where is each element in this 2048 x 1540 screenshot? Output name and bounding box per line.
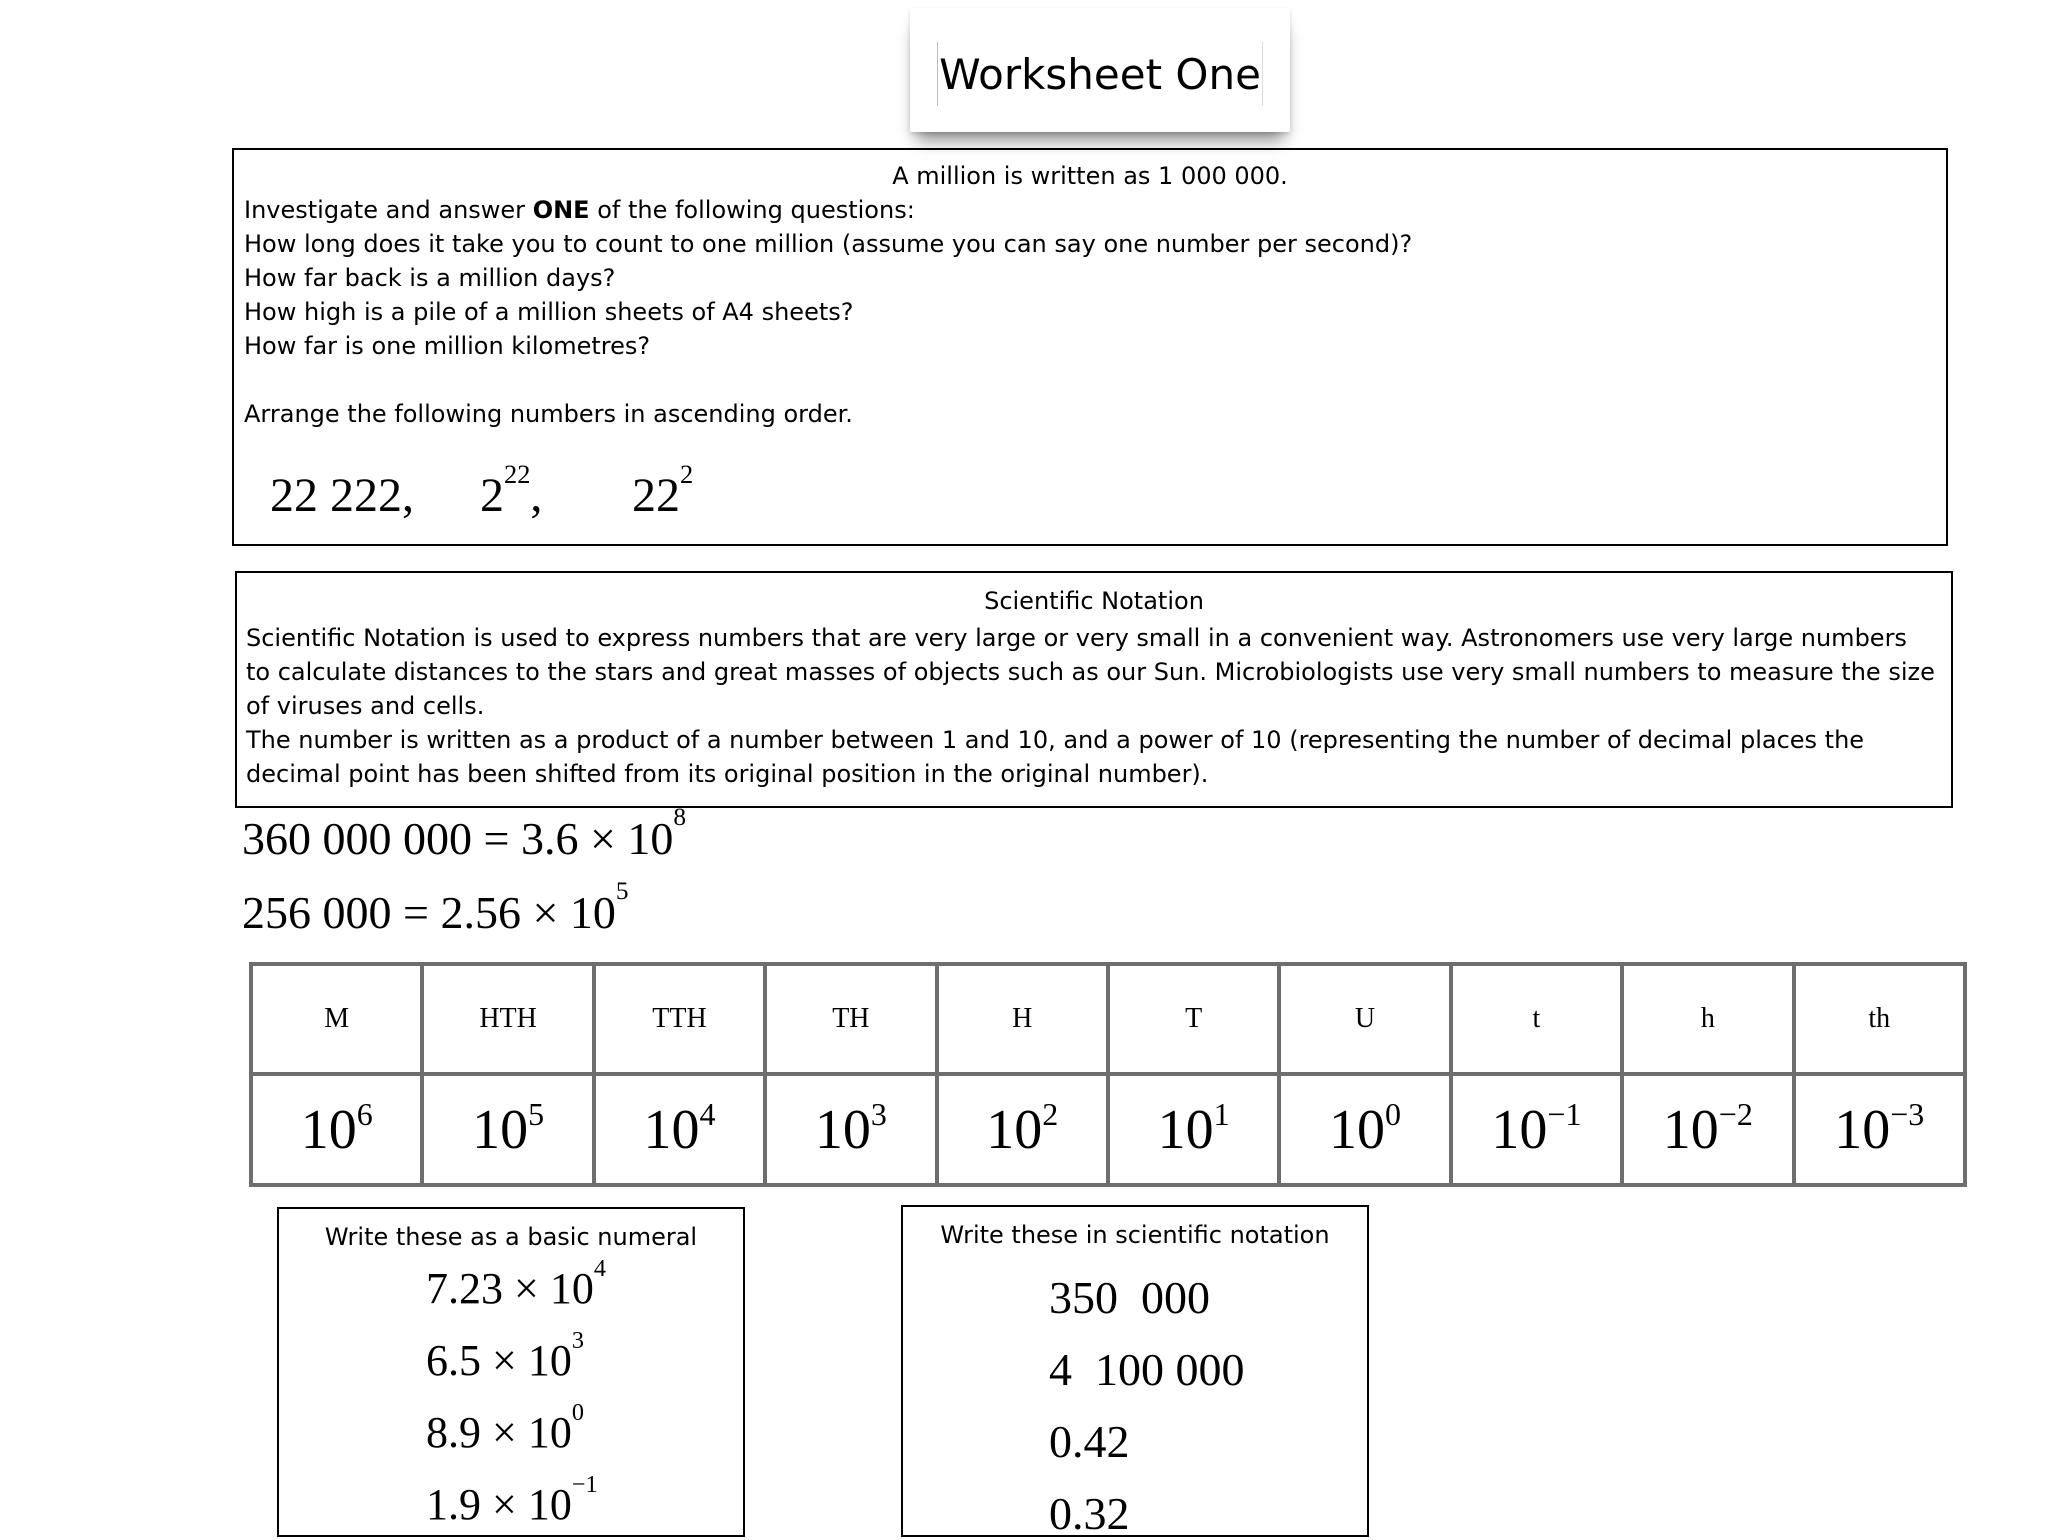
basic-numeral-heading: Write these as a basic numeral — [324, 1223, 698, 1251]
instruction-text: Investigate and answer — [244, 196, 533, 224]
header-cell: TTH — [594, 964, 765, 1074]
base: 10 — [1491, 1098, 1548, 1161]
power-cell — [422, 1074, 593, 1185]
header-cell: h — [1622, 964, 1793, 1074]
power-cell — [765, 1074, 936, 1185]
base: 10 — [1157, 1098, 1214, 1161]
power-cell — [1622, 1074, 1793, 1185]
header-cell: M — [251, 964, 422, 1074]
base: 10 — [300, 1098, 357, 1161]
expression: 8.9 × 10 — [426, 1408, 572, 1457]
million-heading: A million is written as 1 000 000. — [892, 162, 1288, 190]
exercise-item — [426, 1254, 606, 1314]
exercise-item — [426, 1398, 584, 1458]
comma: , — [530, 469, 543, 522]
title-card — [910, 8, 1290, 132]
million-instruction — [244, 196, 915, 224]
example-2 — [242, 877, 629, 939]
exercise-item: 0.32 — [1049, 1488, 1130, 1539]
expression: 6.5 × 10 — [426, 1336, 572, 1385]
number-2-pow-22 — [480, 458, 543, 523]
scientific-heading: Scientific Notation — [984, 587, 1204, 615]
exponent: −2 — [1718, 1095, 1753, 1132]
base: 10 — [643, 1098, 700, 1161]
header-cell: U — [1279, 964, 1450, 1074]
expression: 256 000 = 2.56 × 10 — [242, 887, 616, 938]
exponent: 0 — [1385, 1095, 1402, 1132]
exponent: 4 — [699, 1095, 716, 1132]
power-cell — [251, 1074, 422, 1185]
header-cell: th — [1794, 964, 1965, 1074]
exponent: 4 — [593, 1254, 606, 1282]
place-value-header-row — [251, 964, 1965, 1074]
exercise-item — [426, 1470, 598, 1530]
power-cell — [1279, 1074, 1450, 1185]
question-1: How long does it take you to count to one million (assume you can say one number per second)? — [244, 230, 1413, 258]
exponent: 3 — [870, 1095, 887, 1132]
basic-numeral-exercise — [277, 1207, 745, 1537]
power-cell — [937, 1074, 1108, 1185]
scientific-notation-exercise — [901, 1205, 1369, 1537]
power-cell — [594, 1074, 765, 1185]
base: 10 — [814, 1098, 871, 1161]
power-cell — [1451, 1074, 1622, 1185]
base: 10 — [1834, 1098, 1891, 1161]
exercise-item — [426, 1326, 584, 1386]
arrange-instruction: Arrange the following numbers in ascending order. — [244, 400, 853, 428]
million-section — [232, 148, 1948, 546]
header-cell: t — [1451, 964, 1622, 1074]
expression: 360 000 000 = 3.6 × 10 — [242, 813, 674, 864]
exponent: 5 — [528, 1095, 545, 1132]
scientific-exercise-heading: Write these in scientific notation — [940, 1221, 1330, 1249]
power-cell — [1108, 1074, 1279, 1185]
question-2: How far back is a million days? — [244, 264, 616, 292]
number-22222: 22 222, — [270, 469, 414, 522]
place-value-table — [249, 962, 1967, 1187]
exponent: 6 — [356, 1095, 373, 1132]
expression: 7.23 × 10 — [426, 1264, 594, 1313]
header-cell: HTH — [422, 964, 593, 1074]
question-3: How high is a pile of a million sheets of A4 sheets? — [244, 298, 854, 326]
header-cell: T — [1108, 964, 1279, 1074]
base: 10 — [1329, 1098, 1386, 1161]
exponent: 22 — [504, 458, 531, 489]
exercise-item: 0.42 — [1049, 1416, 1130, 1467]
exponent: −1 — [571, 1470, 598, 1498]
exponent: 2 — [1042, 1095, 1059, 1132]
base: 10 — [986, 1098, 1043, 1161]
base: 2 — [480, 469, 504, 522]
header-cell: H — [937, 964, 1108, 1074]
power-cell — [1794, 1074, 1965, 1185]
exponent: −3 — [1890, 1095, 1925, 1132]
exponent: −1 — [1547, 1095, 1582, 1132]
scientific-paragraph-2: The number is written as a product of a number between 1 and 10, and a power of 10 (representing the number of decimal places the decimal point has been shifted from its original position in the original number). — [246, 726, 1865, 788]
base: 22 — [632, 469, 680, 522]
header-cell: TH — [765, 964, 936, 1074]
exponent: 2 — [680, 458, 694, 489]
exponent: 1 — [1213, 1095, 1230, 1132]
exercise-item: 4 100 000 — [1049, 1344, 1245, 1395]
exponent: 3 — [571, 1326, 584, 1354]
exercise-item: 350 000 — [1049, 1272, 1210, 1323]
scientific-paragraph-1: Scientific Notation is used to express numbers that are very large or very small in a convenient way. Astronomers use very large numbers to calculate distances to the stars and great masses of objects such as our Sun. Microbiologists use very small numbers to measure the size of viruses and cells. — [246, 624, 1935, 720]
base: 10 — [1662, 1098, 1719, 1161]
worksheet-title: Worksheet One — [937, 42, 1263, 106]
instruction-text-end: of the following questions: — [589, 196, 915, 224]
number-22-pow-2 — [632, 458, 694, 523]
base: 10 — [472, 1098, 529, 1161]
expression: 1.9 × 10 — [426, 1480, 572, 1529]
exponent: 8 — [673, 803, 687, 832]
exponent: 5 — [615, 877, 629, 906]
instruction-bold: ONE — [532, 196, 590, 224]
example-1 — [242, 803, 687, 865]
exponent: 0 — [571, 1398, 584, 1426]
place-value-power-row — [251, 1074, 1965, 1185]
question-4: How far is one million kilometres? — [244, 332, 651, 360]
scientific-notation-section — [235, 571, 1953, 808]
